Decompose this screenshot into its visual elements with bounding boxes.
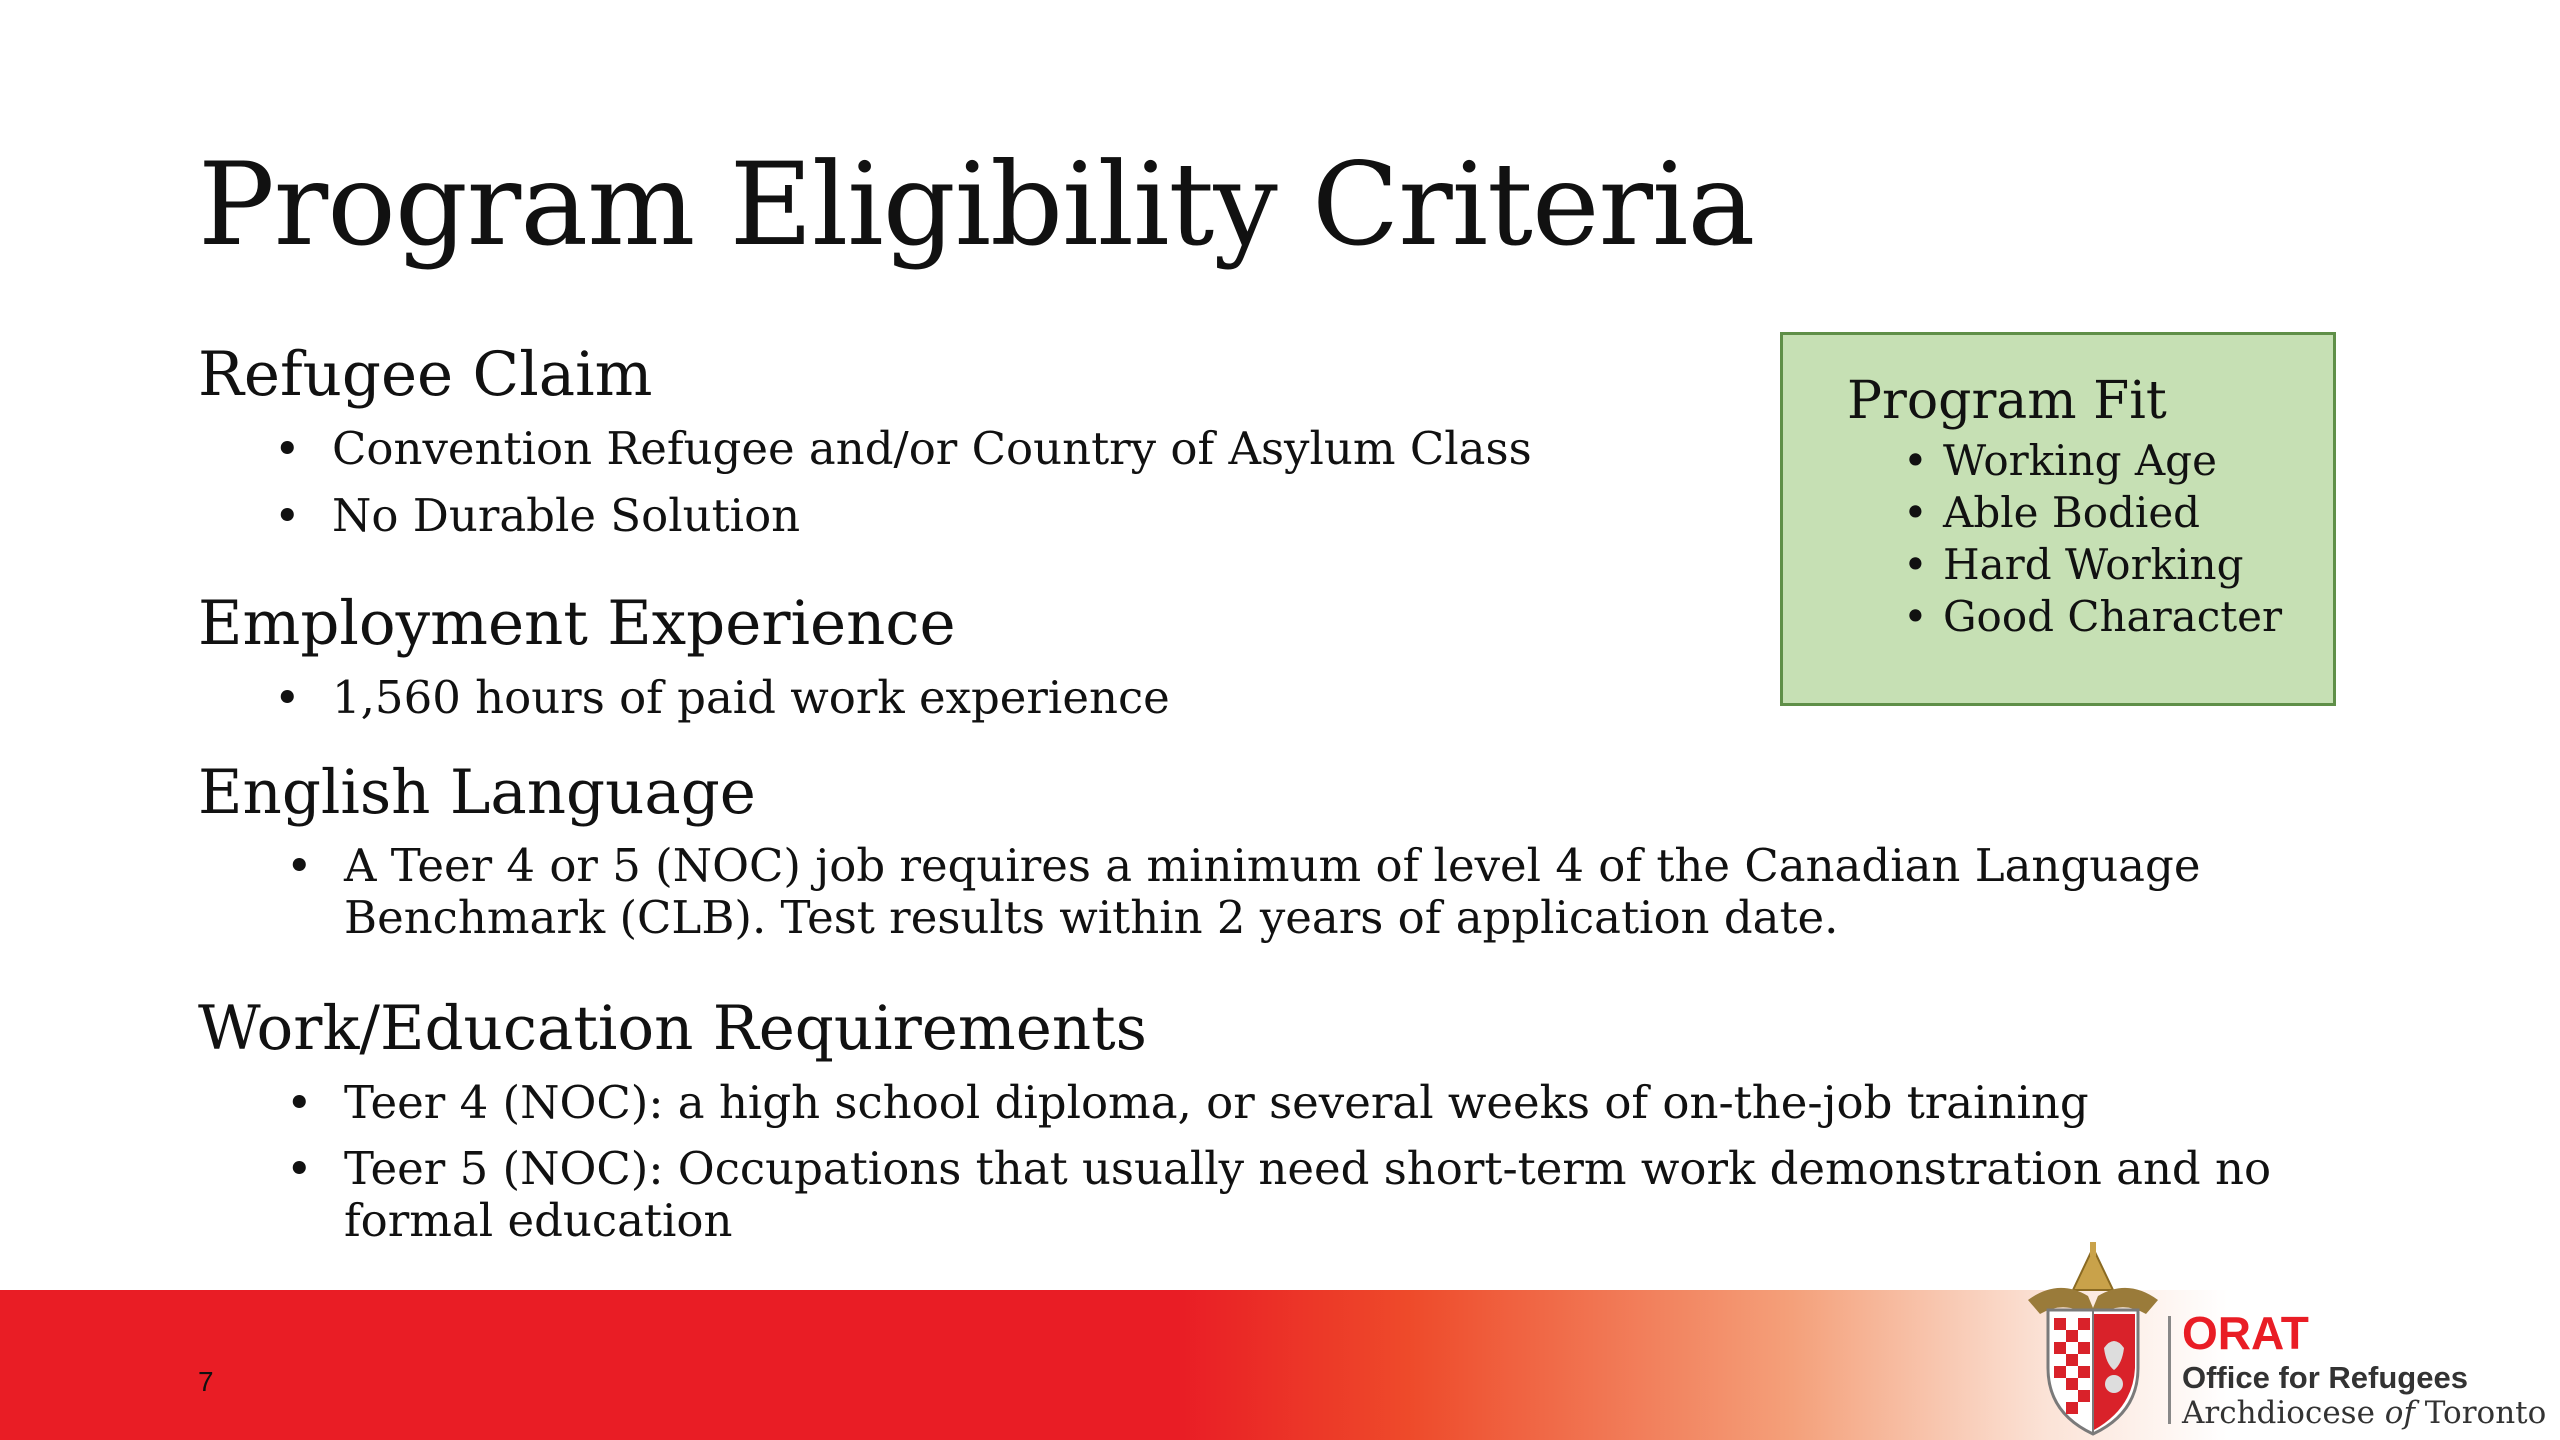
orat-logo (2018, 1238, 2547, 1438)
page-number: 7 (198, 1366, 214, 1397)
section-heading-english-language: English Language (198, 757, 756, 828)
logo-acronym: ORAT (2182, 1307, 2309, 1359)
program-fit-list (1903, 435, 2283, 643)
logo-office-line: Office for Refugees (2182, 1360, 2468, 1395)
program-fit-title: Program Fit (1847, 371, 2167, 431)
logo-archdiocese-line: Archdiocese of Toronto (2182, 1395, 2547, 1431)
bullet-icon: • (1903, 488, 1928, 537)
section-heading-refugee-claim: Refugee Claim (198, 339, 653, 410)
list-item: • A Teer 4 or 5 (NOC) job requires a minimum of level 4 of the Canadian Language Benchmark (CLB). Test results within 2 years of application date. (286, 839, 2201, 944)
list-item: • Convention Refugee and/or Country of Asylum Class (274, 422, 1532, 475)
bullet-icon: • (274, 489, 301, 543)
bullet-icon: • (274, 671, 301, 724)
bullet-icon: • (274, 422, 301, 475)
english-language-list (286, 839, 2304, 944)
list-item: • No Durable Solution (274, 489, 801, 543)
bullet-icon: • (1903, 540, 1928, 589)
logo-divider (2168, 1316, 2171, 1424)
work-education-list (286, 1076, 2304, 1247)
crest-icon (2018, 1238, 2168, 1438)
list-item: • Good Character (1903, 592, 2283, 641)
bullet-icon: • (286, 1142, 313, 1195)
list-item: • Working Age (1903, 436, 2217, 485)
list-item: • Teer 4 (NOC): a high school diploma, or several weeks of on-the-job training (286, 1076, 2089, 1129)
list-item: • Teer 5 (NOC): Occupations that usually need short-term work demonstration and no formal education (286, 1142, 2272, 1247)
list-item: • Able Bodied (1903, 488, 2201, 537)
employment-experience-list (274, 671, 1170, 724)
list-item: • Hard Working (1903, 540, 2244, 589)
bullet-icon: • (286, 839, 313, 892)
bullet-icon: • (1903, 436, 1928, 485)
section-heading-employment-experience: Employment Experience (198, 588, 956, 659)
list-item: • 1,560 hours of paid work experience (274, 671, 1170, 724)
refugee-claim-list (274, 422, 1532, 543)
section-heading-work-education: Work/Education Requirements (198, 993, 1147, 1064)
bullet-icon: • (286, 1076, 313, 1129)
bullet-icon: • (1903, 592, 1928, 641)
slide-title: Program Eligibility Criteria (198, 138, 1755, 271)
program-fit-box (1780, 332, 2336, 706)
